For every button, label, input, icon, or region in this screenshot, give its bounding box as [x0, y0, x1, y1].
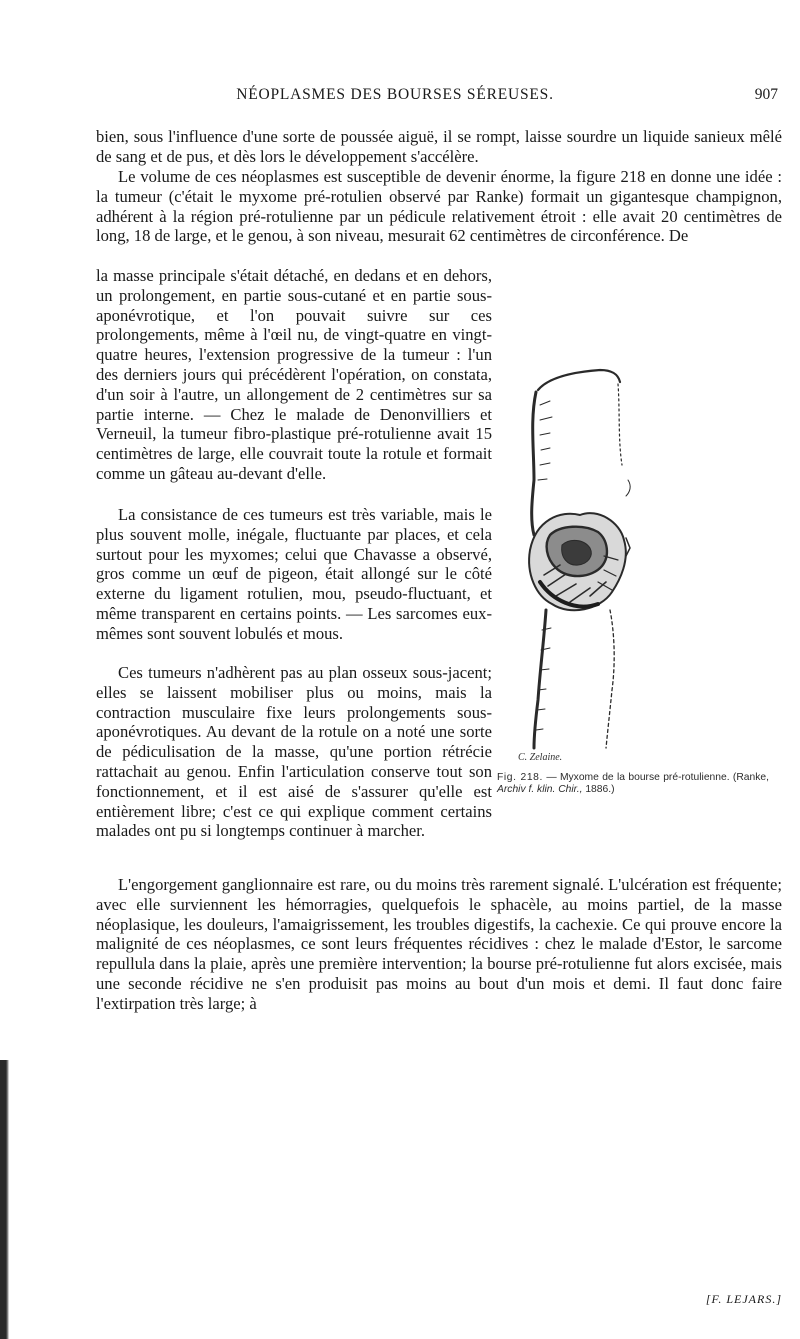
- caption-label: Fig. 218.: [497, 772, 543, 783]
- myxoma-illustration: [500, 360, 640, 765]
- paragraph-4: Ces tumeurs n'adhèrent pas au plan osseux sous-jacent; elles se laissent mobiliser plus ou moins, mais la contraction musculaire fixe leurs prolongements sous-aponévrotiques. Au devant de la rotule on a noté une sorte de pédiculisation de la masse, qu'une portion rétrécie rattachait au genou. Enfin l'articulation conserve tout son fonctionnement, et il est aisé de s'assurer qu'elle est entièrement libre; c'est ce qui explique comment certains malades ont pu si longtemps continuer à marcher.: [96, 663, 492, 841]
- paragraph-2-full: Le volume de ces néoplasmes est susceptible de devenir énorme, la figure 218 en donne une idée : la tumeur (c'était le myxome pré-rotulien observé par Ranke) formait un gigantesque champignon, adhérent à la région pré-rotulienne par un pédicule relativement étroit : elle avait 20 centimètres de long, 18 de large, et le genou, à son niveau, mesurait 62 centimètres de circonférence. De: [96, 167, 782, 246]
- running-head-title: NÉOPLASMES DES BOURSES SÉREUSES.: [236, 86, 554, 103]
- caption-source: Archiv f. klin. Chir.,: [497, 784, 583, 796]
- caption-text: — Myxome de la bourse pré-rotulienne. (Ranke,: [546, 772, 769, 783]
- engraver-signature: C. Zelaine.: [518, 752, 563, 763]
- running-head: [0, 86, 780, 108]
- figure-caption: [497, 772, 769, 797]
- paragraph-3: La consistance de ces tumeurs est très variable, mais le plus souvent molle, inégale, fluctuante par places, et cela surtout pour les myxomes; celui que Chavasse a observé, gros comme un œuf de pigeon, était allongé sur le côté externe du ligament rotulien, mou, pseudo-fluctuant, et même transparent en certains points. — Les sarcomes eux-mêmes sont souvent lobulés et mous.: [96, 505, 492, 643]
- paragraph-2-wrapped: la masse principale s'était détaché, en dedans et en dehors, un prolongement, en partie sous-cutané et en partie sous-aponévrotique, et l'on pouvait suivre sur ces prolongements, même à l'œil nu, de vingt-quatre en vingt-quatre heures, l'extension progressive de la tumeur : l'un des derniers jours qui précédèrent l'opération, on constata, d'un soir à l'autre, un allongement de 2 centimètres sur sa partie interne. — Chez le malade de Denonvilliers et Verneuil, la tumeur fibro-plastique pré-rotulienne avait 15 centimètres de large, elle couvrait toute la rotule et formait comme un gâteau au-devant d'elle.: [96, 266, 492, 483]
- binding-edge: [0, 1060, 9, 1339]
- page-number: 907: [754, 86, 778, 103]
- paragraph-5: L'engorgement ganglionnaire est rare, ou du moins très rarement signalé. L'ulcération est fréquente; avec elle surviennent les hémorragies, quelquefois le sphacèle, au moins partiel, de la masse néoplasique, les douleurs, l'amaigrissement, les troubles digestifs, la cachexie. Ce qui prouve encore la malignité de ces néoplasmes, ce sont leurs fréquentes récidives : chez le malade d'Estor, le sarcome repullula dans la plaie, après une première intervention; la bourse pré-rotulienne fut alors excisée, mais une seconde récidive ne s'en produisit pas moins au bout d'un mois et demi. Il faut donc faire l'extirpation très large; à: [96, 875, 782, 1013]
- caption-year: 1886.): [585, 784, 615, 796]
- paragraph-1: bien, sous l'influence d'une sorte de poussée aiguë, il se rompt, laisse sourdre un liquide sanieux mêlé de sang et de pus, et dès lors le développement s'accélère.: [96, 127, 782, 166]
- printer-mark: [F. LEJARS.]: [705, 1292, 782, 1306]
